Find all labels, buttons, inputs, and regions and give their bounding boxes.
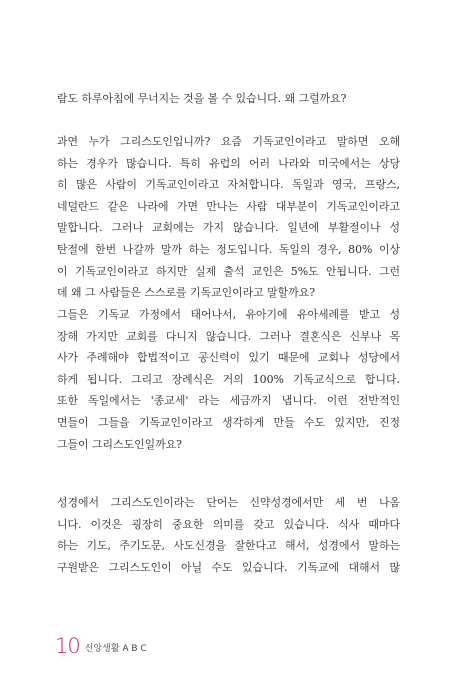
text-line: 람도 하루아침에 무너지는 것을 볼 수 있습니다. 왜 그럴까요? xyxy=(57,92,347,105)
text-line: 구원받은 그리스도인이 아닐 수도 있습니다. 기독교에 대해서 많 xyxy=(57,560,400,574)
text-line: 니다. 이것은 굉장히 중요한 의미를 갖고 있습니다. 식사 때마다 xyxy=(57,517,400,531)
page-number: 10 xyxy=(55,634,80,658)
paragraph-4 xyxy=(57,492,400,578)
text-line: 장해 가지만 교회를 다니지 않습니다. 그러나 결혼식은 신부나 목 xyxy=(57,329,400,343)
text-line: 하는 기도, 주기도문, 사도신경을 잘한다고 해서, 성경에서 말하는 xyxy=(57,539,400,553)
text-line: 면들이 그들을 기독교인이라고 생각하게 만들 수도 있지만, 진정 xyxy=(57,415,400,429)
paragraph-3 xyxy=(57,304,400,455)
paragraph-1 xyxy=(57,88,400,110)
text-line: 하는 경우가 많습니다. 특히 유럽의 어러 나라와 미국에서는 상당 xyxy=(57,156,400,170)
text-line: 또한 독일에서는 '종교세' 라는 세금까지 냅니다. 이런 전반적인 xyxy=(57,394,400,408)
paragraph-2 xyxy=(57,131,400,304)
text-line: 하게 됩니다. 그리고 장례식은 거의 100% 기독교식으로 합니다. xyxy=(57,372,400,386)
text-line: 사가 주례해야 합법적이고 공신력이 있기 때문에 교회나 성당에서 xyxy=(57,351,400,365)
text-line: 탄절에 한번 나갈까 말까 하는 정도입니다. 독일의 경우, 80% 이상 xyxy=(57,242,400,256)
text-line: 데 왜 그 사람들은 스스로를 기독교인이라고 말할까요? xyxy=(57,286,316,300)
text-line: 네덜란드 같은 나라에 가면 만나는 사람 대부분이 기독교인이라고 xyxy=(57,199,400,213)
text-line: 히 많은 사람이 기독교인이라고 자처합니다. 독일과 영국, 프랑스, xyxy=(57,178,400,192)
text-line: 그들이 그리스도인일까요? xyxy=(57,437,183,451)
text-line: 성경에서 그리스도인이라는 단어는 신약성경에서만 세 번 나옴 xyxy=(57,496,400,509)
text-line: 이 기독교인이라고 하지만 실제 출석 교인은 5%도 안됩니다. 그런 xyxy=(57,264,400,278)
page-footer xyxy=(55,633,147,657)
text-line: 말합니다. 그러나 교회에는 가지 않습니다. 일년에 부활절이나 성 xyxy=(57,221,400,235)
text-line: 과연 누가 그리스도인입니까? 요즘 기독교인이라고 말하면 오해 xyxy=(57,135,400,148)
text-line: 그들은 기독교 가정에서 태어나서, 유아기에 유아세례를 받고 성 xyxy=(57,308,400,321)
running-title: 신앙생활 A B C xyxy=(84,644,147,654)
